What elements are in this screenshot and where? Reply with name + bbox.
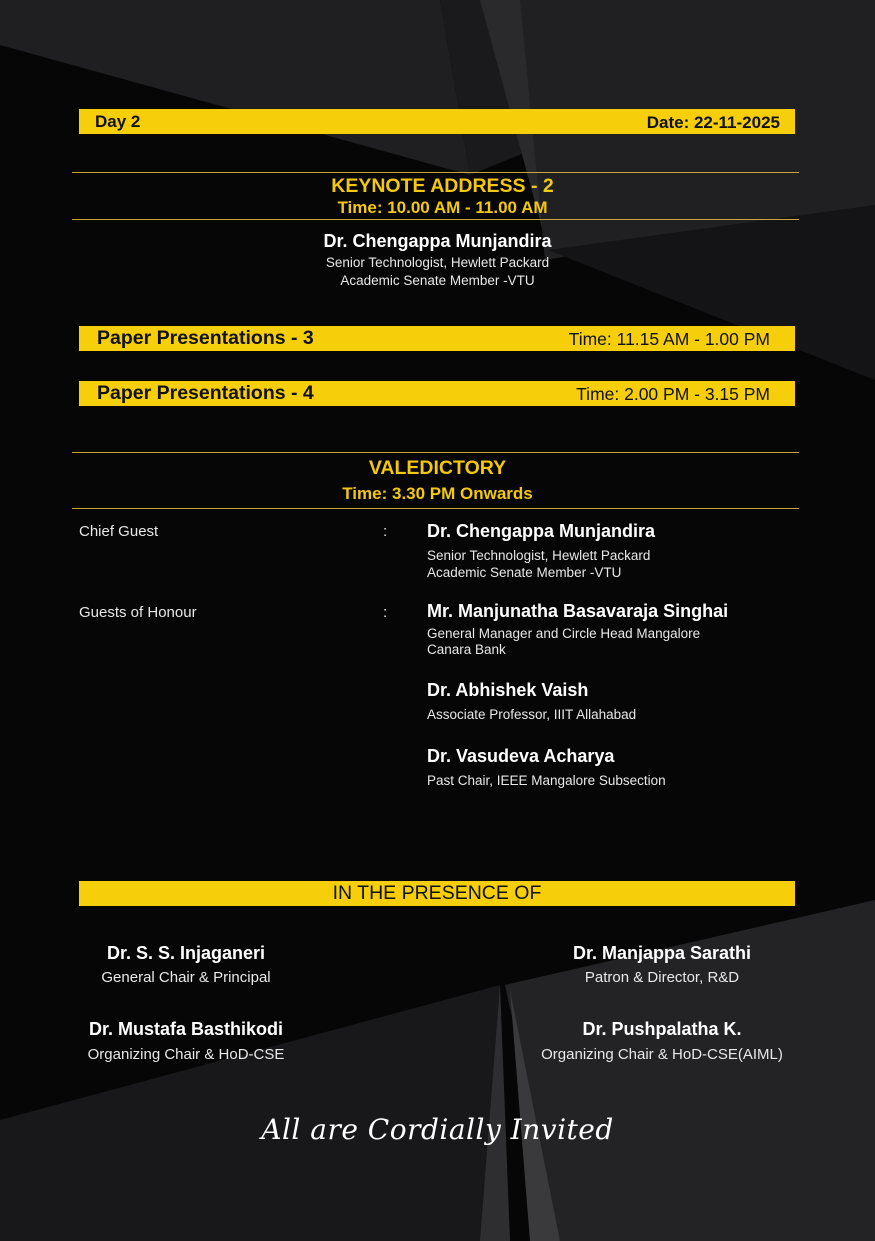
dignitary-4-name: Dr. Pushpalatha K. (582, 1019, 742, 1039)
chief-guest-label: Chief Guest (79, 523, 159, 540)
guest-2-name: Dr. Abhishek Vaish (427, 680, 589, 700)
keynote-bottom-rule (72, 219, 799, 220)
date-label: Date: 22-11-2025 (646, 113, 780, 132)
presence-title: IN THE PRESENCE OF (332, 882, 542, 904)
valedictory-top-rule (72, 452, 799, 453)
guest-1-name: Mr. Manjunatha Basavaraja Singhai (427, 601, 729, 621)
dignitary-4-role: Organizing Chair & HoD-CSE(AIML) (541, 1046, 783, 1063)
dignitary-2-name: Dr. Manjappa Sarathi (572, 943, 752, 963)
guests-of-honour-label: Guests of Honour (79, 604, 197, 621)
keynote-speaker-name: Dr. Chengappa Munjandira (323, 231, 552, 251)
keynote-speaker-role-1: Senior Technologist, Hewlett Packard (325, 255, 550, 270)
guest-1-role-2: Canara Bank (427, 642, 506, 657)
guest-3-name: Dr. Vasudeva Acharya (427, 746, 615, 766)
guest-3-role-1: Past Chair, IEEE Mangalore Subsection (427, 773, 666, 788)
guest-2-role-1: Associate Professor, IIIT Allahabad (427, 707, 637, 722)
dignitary-3-name: Dr. Mustafa Basthikodi (88, 1019, 284, 1039)
dignitary-3-role: Organizing Chair & HoD-CSE (87, 1046, 285, 1063)
valedictory-time: Time: 3.30 PM Onwards (342, 484, 533, 503)
paper-presentations-4-title: Paper Presentations - 4 (97, 382, 314, 404)
valedictory-bottom-rule (72, 508, 799, 509)
dignitary-2-role: Patron & Director, R&D (584, 969, 740, 986)
keynote-time: Time: 10.00 AM - 11.00 AM (337, 198, 548, 217)
keynote-speaker-role-2: Academic Senate Member -VTU (340, 273, 535, 288)
dignitary-1-name: Dr. S. S. Injaganeri (106, 943, 266, 963)
guests-of-honour-colon: : (383, 604, 388, 621)
valedictory-title: VALEDICTORY (368, 457, 507, 479)
dignitary-1-role: General Chair & Principal (101, 969, 271, 986)
closing-invitation: All are Cordially Invited (261, 1113, 614, 1146)
paper-presentations-3-title: Paper Presentations - 3 (97, 327, 314, 349)
keynote-title: KEYNOTE ADDRESS - 2 (331, 175, 554, 197)
chief-guest-colon: : (383, 523, 388, 540)
chief-guest-name: Dr. Chengappa Munjandira (427, 521, 656, 541)
chief-guest-role-1: Senior Technologist, Hewlett Packard (427, 548, 651, 563)
day-label: Day 2 (95, 112, 141, 131)
chief-guest-role-2: Academic Senate Member -VTU (427, 565, 622, 580)
paper-presentations-4-time: Time: 2.00 PM - 3.15 PM (576, 384, 770, 404)
guest-1-role-1: General Manager and Circle Head Mangalore (427, 626, 701, 641)
paper-presentations-3-time: Time: 11.15 AM - 1.00 PM (568, 329, 770, 349)
keynote-top-rule (72, 172, 799, 173)
